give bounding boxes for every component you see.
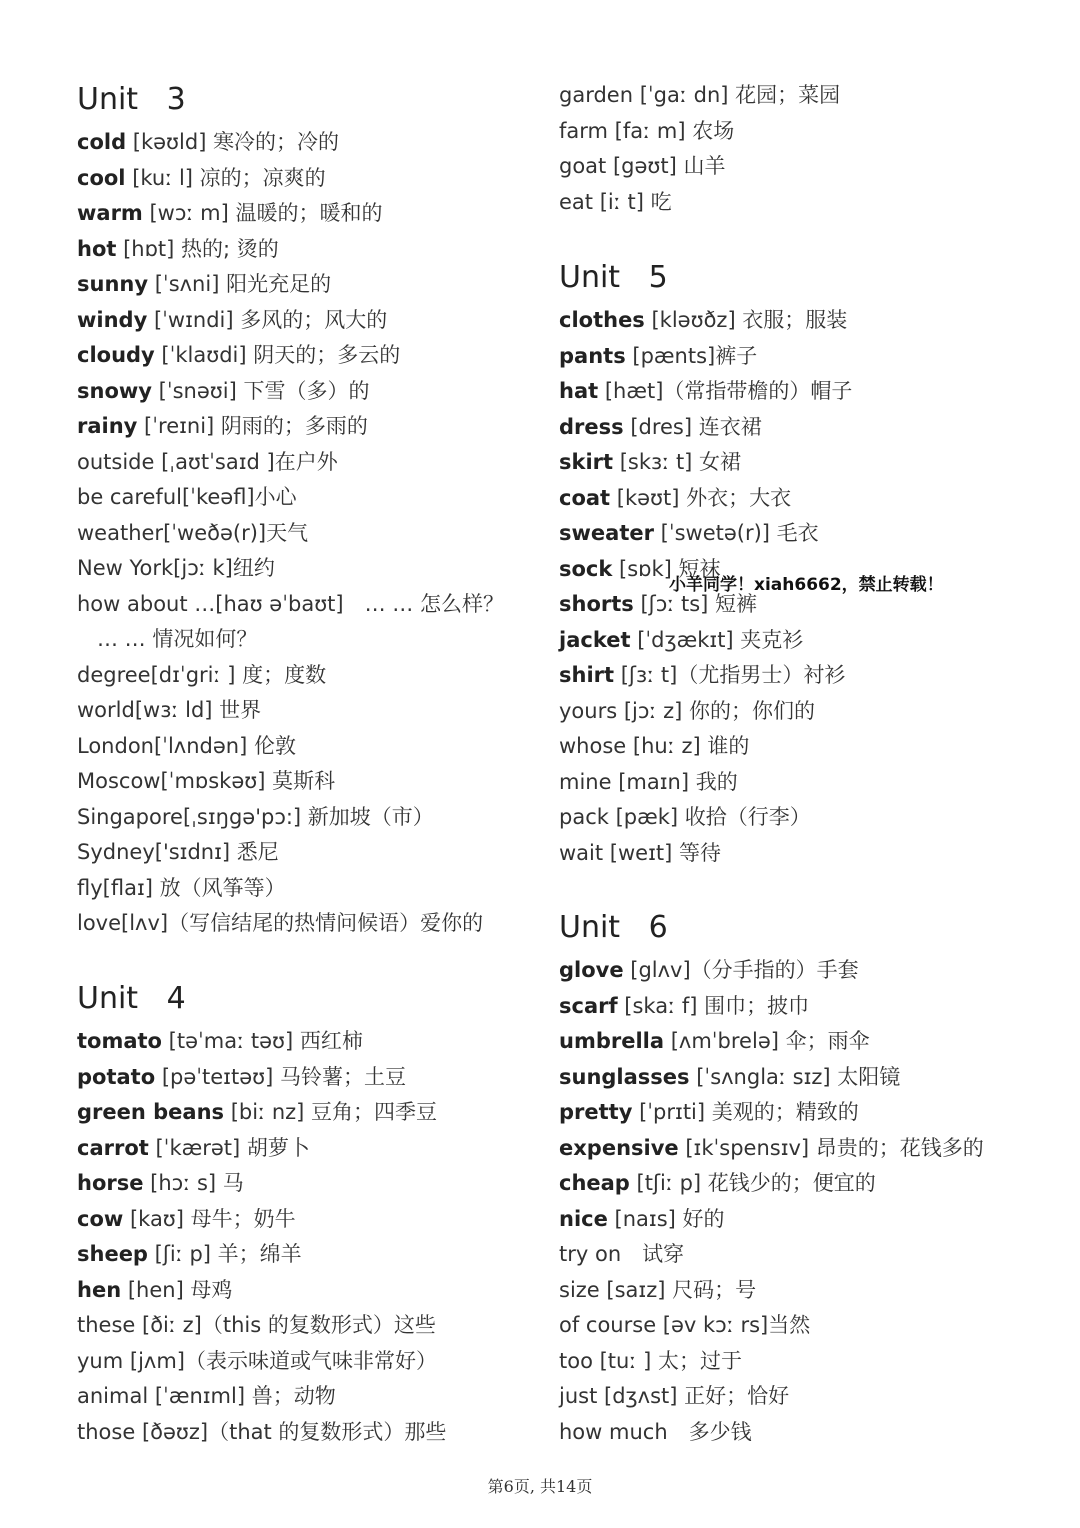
vocab-entry [559, 731, 749, 761]
vocab-translation: [hen] 母鸡 [121, 1277, 233, 1302]
vocab-word: yours [559, 698, 618, 723]
vocab-word: New York [77, 556, 174, 580]
vocab-entry [559, 838, 721, 868]
vocab-translation: [əv kɔː rs]当然 [656, 1313, 811, 1337]
vocab-translation: [pænts]裤子 [625, 343, 758, 368]
vocab-entry [559, 80, 840, 110]
vocab-word: jacket [559, 627, 631, 652]
vocab-entry [77, 234, 279, 264]
vocab-word: pants [559, 343, 626, 368]
vocab-translation: [kuː l] 凉的；凉爽的 [125, 165, 326, 190]
vocab-translation: [glʌv]（分手指的）手套 [623, 958, 859, 982]
vocab-entry [559, 767, 738, 797]
vocab-word: skirt [559, 450, 614, 474]
vocab-entry [77, 908, 483, 938]
vocab-word: outside [77, 449, 155, 474]
vocab-word: whose [559, 734, 627, 758]
vocab-entry [559, 412, 762, 442]
vocab-entry [77, 1026, 363, 1056]
vocab-translation: [pəˈteɪtəʊ] 马铃薯；土豆 [155, 1064, 406, 1089]
vocab-entry [559, 991, 809, 1021]
vocab-word: Sydney [77, 840, 155, 864]
vocab-word: clothes [559, 308, 645, 332]
vocab-word: try on [559, 1242, 622, 1266]
vocab-entry [77, 695, 261, 725]
vocab-translation: [lʌv]（写信结尾的热情问候语）爱你的 [121, 911, 484, 935]
vocab-entry [77, 305, 387, 335]
vocab-translation: [kəʊld] 寒冷的；冷的 [126, 130, 340, 154]
vocab-translation: [dʒʌst] 正好；恰好 [597, 1384, 790, 1408]
vocab-word: yum [77, 1348, 124, 1373]
vocab-entry [559, 376, 852, 406]
vocab-word: sweater [559, 521, 654, 545]
vocab-word: farm [559, 118, 608, 143]
vocab-word: warm [77, 201, 143, 225]
vocab-translation: [dɪˈgriː ] 度；度数 [150, 662, 327, 687]
vocab-word: snowy [77, 378, 152, 403]
vocab-translation: [skɜː t] 女裙 [613, 450, 742, 474]
vocab-word: glove [559, 958, 624, 982]
vocab-word: horse [77, 1171, 144, 1195]
vocab-entry [77, 837, 279, 867]
vocab-translation: [ˈprɪti] 美观的；精致的 [632, 1100, 859, 1124]
vocab-word: cheap [559, 1171, 630, 1195]
vocab-translation: [saɪz] 尺码；号 [599, 1277, 757, 1302]
vocab-entry [559, 1239, 684, 1269]
vocab-translation: [biː nz] 豆角；四季豆 [224, 1100, 438, 1124]
vocab-word: how about [77, 591, 188, 616]
vocab-entry [77, 1133, 310, 1163]
vocab-entry [77, 411, 368, 441]
vocab-entry [77, 873, 286, 903]
vocab-entry [559, 1026, 870, 1056]
vocab-entry [77, 553, 275, 583]
vocab-word: fly [77, 875, 103, 900]
vocab-translation: [təˈmaː təʊ] 西红柿 [161, 1029, 363, 1053]
vocab-word: potato [77, 1064, 156, 1089]
vocab-word: sheep [77, 1242, 148, 1266]
vocab-word: nice [559, 1206, 608, 1231]
vocab-translation: [huː z] 谁的 [626, 734, 750, 758]
vocab-word: degree [77, 662, 151, 687]
vocab-translation: [ˈsʌni] 阳光充足的 [148, 272, 332, 296]
vocab-translation: [ʌmˈbrelə] 伞；雨伞 [664, 1029, 870, 1053]
vocab-entry [559, 1381, 789, 1411]
vocab-translation: [ˈreɪni] 阴雨的；多雨的 [137, 414, 368, 438]
vocab-entry [559, 1310, 810, 1340]
vocab-translation: [ˈswetə(r)] 毛衣 [653, 521, 819, 545]
vocab-translation: [tʃiː p] 花钱少的；便宜的 [629, 1171, 876, 1195]
vocab-entry [559, 116, 734, 146]
vocab-translation: [jʌm]（表示味道或气味非常好） [123, 1348, 437, 1373]
vocab-entry [559, 1097, 859, 1127]
vocab-translation: [ˈgaː dn] 花园；菜园 [633, 83, 841, 107]
vocab-translation: [skaː f] 围巾；披巾 [617, 993, 810, 1018]
vocab-word: sunglasses [559, 1064, 690, 1089]
vocab-translation: [ˈsnəʊi] 下雪（多）的 [151, 378, 370, 403]
vocab-entry [559, 802, 811, 832]
vocab-entry [559, 660, 845, 690]
vocab-translation: [ˈlʌndən] 伦敦 [153, 733, 296, 758]
vocab-translation: [weɪt] 等待 [603, 840, 721, 865]
vocab-entry [77, 1275, 232, 1305]
vocab-word: be careful [77, 485, 182, 509]
vocab-word: goat [559, 154, 607, 178]
vocab-translation: [ˈkærət] 胡萝卜 [148, 1135, 310, 1160]
vocab-entry [559, 447, 741, 477]
vocab-translation: [ˈklaʊdi] 阴天的；多云的 [154, 343, 401, 367]
vocab-entry [77, 1168, 244, 1198]
vocab-entry [77, 802, 434, 832]
vocab-word: shorts [559, 592, 634, 616]
vocab-word: of course [559, 1313, 657, 1337]
vocab-translation: … … 情况如何？ [97, 627, 258, 651]
vocab-entry [559, 151, 725, 181]
vocab-translation: [iː t] 吃 [593, 189, 672, 214]
vocab-entry [77, 1062, 406, 1092]
vocab-translation: 试穿 [621, 1242, 685, 1266]
vocab-translation: [naɪs] 好的 [607, 1206, 725, 1231]
vocab-entry [559, 1417, 752, 1447]
vocab-word: cold [77, 130, 127, 154]
vocab-word: sock [559, 556, 613, 581]
vocab-word: cloudy [77, 343, 155, 367]
vocab-entry [559, 1346, 742, 1376]
vocab-word: carrot [77, 1135, 149, 1160]
unit-3-title: Unit 3 [77, 82, 186, 117]
vocab-entry [559, 1062, 900, 1092]
vocab-entry [559, 1275, 756, 1305]
unit-6-title: Unit 6 [559, 910, 668, 945]
vocab-word: just [559, 1384, 598, 1408]
watermark-text: 小羊同学！xiah6662，禁止转载！ [669, 575, 944, 595]
vocab-word: tomato [77, 1029, 162, 1053]
vocab-translation: [jɔː k]纽约 [173, 556, 275, 580]
vocab-translation: [flaɪ] 放（风筝等） [102, 875, 286, 900]
vocab-word: cool [77, 165, 126, 190]
vocab-translation: [hæt]（常指带檐的）帽子 [598, 379, 853, 403]
vocab-word: shirt [559, 663, 615, 687]
vocab-word: those [77, 1419, 136, 1444]
vocab-word: sunny [77, 272, 149, 296]
vocab-entry [77, 1310, 436, 1340]
vocab-entry [559, 1133, 984, 1163]
vocab-entry [77, 1239, 302, 1269]
vocab-entry [77, 589, 504, 619]
vocab-entry [77, 482, 297, 512]
vocab-translation: [faː m] 农场 [607, 118, 735, 143]
vocab-entry [77, 766, 335, 796]
vocab-entry [559, 341, 757, 371]
vocab-word: pretty [559, 1100, 633, 1124]
vocab-entry [77, 447, 338, 477]
vocab-word: cow [77, 1206, 124, 1231]
vocab-entry [77, 340, 400, 370]
vocab-word: mine [559, 769, 612, 794]
vocab-translation: [sɒk] 短袜 [612, 556, 721, 581]
vocab-entry [77, 1417, 446, 1447]
vocab-entry [559, 305, 847, 335]
vocab-translation: …[haʊ əˈbaʊt] … … 怎么样？ [187, 591, 504, 616]
vocab-entry [559, 625, 803, 655]
vocab-word: weather [77, 520, 164, 545]
vocab-translation: [ʃɜː t]（尤指男士）衬衫 [614, 663, 846, 687]
vocab-word: hat [559, 379, 599, 403]
vocab-translation: [ˈænɪml] 兽；动物 [148, 1384, 336, 1408]
vocab-translation: [ʃiː p] 羊；绵羊 [147, 1242, 302, 1266]
vocab-translation: [gəʊt] 山羊 [606, 154, 726, 178]
vocab-translation: [kaʊ] 母牛；奶牛 [123, 1206, 296, 1231]
vocab-translation: [ˈkeəfl]小心 [181, 485, 297, 509]
vocab-entry [77, 1346, 437, 1376]
vocab-translation: [kəʊt] 外衣；大衣 [610, 485, 792, 510]
vocab-word: windy [77, 307, 148, 332]
vocab-entry [77, 1381, 336, 1411]
vocab-entry [77, 198, 382, 228]
vocab-translation: [ˌsɪŋgə'pɔ:] 新加坡（市） [182, 804, 434, 829]
vocab-word: pack [559, 805, 609, 829]
vocab-translation: [ˈweðə(r)]天气 [163, 520, 309, 545]
vocab-translation: [ˈmɒskəʊ] 莫斯科 [160, 769, 336, 793]
vocab-translation: [wɔː m] 温暖的；暖和的 [142, 201, 383, 225]
vocab-word: dress [559, 414, 624, 439]
vocab-word: size [559, 1277, 600, 1302]
vocab-word: wait [559, 840, 604, 865]
vocab-translation: [pæk] 收拾（行李） [608, 805, 811, 829]
vocab-word: Moscow [77, 769, 161, 793]
vocab-word: green beans [77, 1100, 225, 1124]
vocab-word: too [559, 1348, 593, 1373]
vocab-translation: [tuː ] 太；过于 [592, 1348, 742, 1373]
vocab-entry [77, 1097, 437, 1127]
vocab-word: hot [77, 236, 117, 261]
vocab-translation: [wɜː ld] 世界 [134, 698, 262, 722]
page-footer: 第6页, 共14页 [487, 1477, 593, 1496]
vocab-word: garden [559, 83, 634, 107]
vocab-translation: 多少钱 [667, 1419, 752, 1444]
vocab-word: London [77, 733, 154, 758]
vocab-translation: [dres] 连衣裙 [623, 414, 762, 439]
vocab-word: umbrella [559, 1029, 665, 1053]
vocab-translation: [ˈdʒækɪt] 夹克衫 [630, 627, 804, 652]
vocab-translation: [hɒt] 热的; 烫的 [116, 236, 279, 261]
vocab-translation: [ˈsʌnglaː sɪz] 太阳镜 [689, 1064, 901, 1089]
vocab-entry [559, 955, 859, 985]
vocab-word: scarf [559, 993, 618, 1018]
vocab-word: world [77, 698, 135, 722]
vocab-word: coat [559, 485, 611, 510]
vocab-translation: [ɪkˈspensɪv] 昂贵的；花钱多的 [678, 1135, 984, 1160]
vocab-word: expensive [559, 1135, 679, 1160]
vocab-entry [559, 483, 791, 513]
vocab-word: hen [77, 1277, 122, 1302]
vocab-word: how much [559, 1419, 668, 1444]
vocab-entry [77, 731, 296, 761]
vocab-translation: [ðəʊz]（that 的复数形式）那些 [135, 1419, 447, 1444]
vocab-entry [559, 1168, 876, 1198]
vocab-entry [77, 660, 326, 690]
vocab-translation: [ðiː z]（this 的复数形式）这些 [135, 1313, 436, 1337]
vocab-entry [559, 187, 672, 217]
vocab-word: these [77, 1313, 136, 1337]
vocab-translation: [maɪn] 我的 [611, 769, 738, 794]
vocab-entry [559, 1204, 725, 1234]
vocab-word: eat [559, 189, 594, 214]
vocab-entry [559, 696, 815, 726]
vocab-word: animal [77, 1384, 149, 1408]
vocab-translation: [ˌaʊtˈsaɪd ]在户外 [154, 449, 338, 474]
vocab-entry [77, 127, 339, 157]
vocab-translation: [ʃɔː ts] 短裤 [633, 592, 758, 616]
vocab-translation: [ˈwɪndi] 多风的；风大的 [147, 307, 388, 332]
vocab-entry [77, 163, 326, 193]
vocab-translation: [kləʊðz] 衣服；服装 [644, 308, 848, 332]
vocab-entry [77, 376, 369, 406]
vocab-translation: [jɔː z] 你的；你们的 [617, 698, 816, 723]
vocab-translation: ['sɪdnɪ] 悉尼 [154, 840, 279, 864]
vocab-translation: [hɔː s] 马 [143, 1171, 244, 1195]
vocab-word: Singapore [77, 804, 183, 829]
vocab-entry [77, 269, 331, 299]
unit-4-title: Unit 4 [77, 981, 186, 1016]
vocab-entry [559, 518, 819, 548]
vocab-entry [77, 624, 257, 654]
vocab-word: rainy [77, 414, 138, 438]
vocab-entry [77, 518, 308, 548]
vocab-word: love [77, 911, 122, 935]
unit-5-title: Unit 5 [559, 260, 668, 295]
vocab-entry [77, 1204, 296, 1234]
